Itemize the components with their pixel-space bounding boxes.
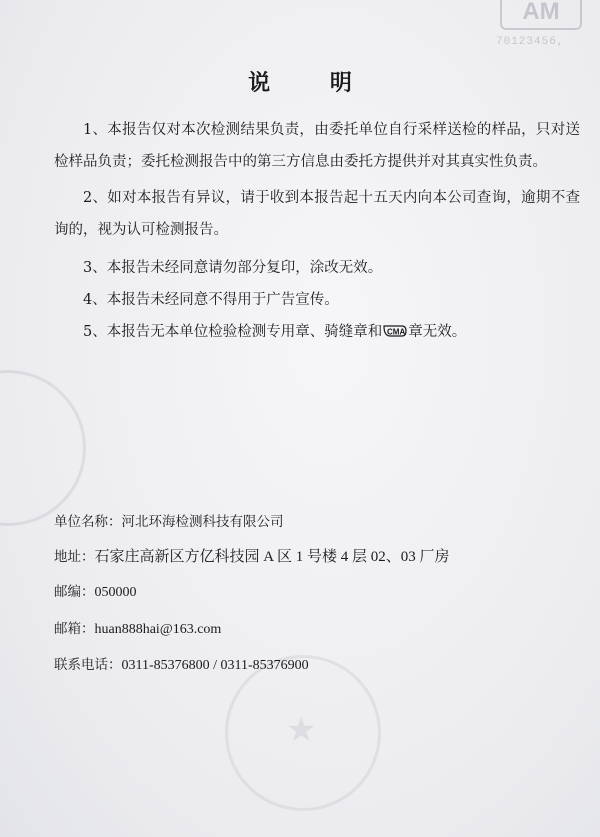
company-label: 单位名称： (54, 514, 122, 530)
cma-mark-text: CMA (387, 327, 406, 337)
note-4: 4、本报告未经同意不得用于广告宣传。 (83, 292, 339, 308)
note-5 (54, 316, 580, 348)
postcode-label: 邮编： (54, 584, 95, 600)
seal-star-icon: ★ (286, 710, 317, 750)
stamp-logo: AM (500, 0, 582, 30)
email-line (54, 617, 221, 638)
corner-stamp (496, 0, 582, 70)
address-value: 石家庄高新区方亿科技园 A 区 1 号楼 4 层 02、03 厂房 (94, 549, 450, 565)
postcode-value: 050000 (94, 585, 137, 600)
note-2: 2、如对本报告有异议，请于收到本报告起十五天内向本公司查询，逾期不查询的，视为认可检测报告。 (54, 190, 580, 238)
faded-seal-left (0, 370, 86, 526)
phone-label: 联系电话： (54, 657, 122, 673)
phone-line (54, 653, 309, 674)
company-line (54, 510, 284, 530)
address-label: 地址： (54, 549, 95, 565)
cma-mark-icon (382, 324, 408, 338)
postcode-line (54, 580, 137, 601)
phone-value: 0311-85376800 / 0311-85376900 (121, 658, 309, 673)
note-5-text-before: 5、本报告无本单位检验检测专用章、骑缝章和 (83, 324, 383, 340)
stamp-code: 70123456, (496, 36, 565, 48)
note-3: 3、本报告未经同意请勿部分复印，涂改无效。 (83, 260, 383, 276)
note-5-text-after: 章无效。 (408, 324, 467, 340)
company-name: 河北环海检测科技有限公司 (121, 514, 284, 530)
email-value: huan888hai@163.com (94, 622, 222, 637)
page-title: 说 明 (248, 70, 378, 96)
note-1: 1、本报告仅对本次检测结果负责，由委托单位自行采样送检的样品，只对送检样品负责；委托检测报告中的第三方信息由委托方提供并对其真实性负责。 (54, 122, 580, 170)
email-label: 邮箱： (54, 621, 95, 637)
address-line (54, 545, 450, 566)
faded-seal-bottom (225, 655, 381, 811)
